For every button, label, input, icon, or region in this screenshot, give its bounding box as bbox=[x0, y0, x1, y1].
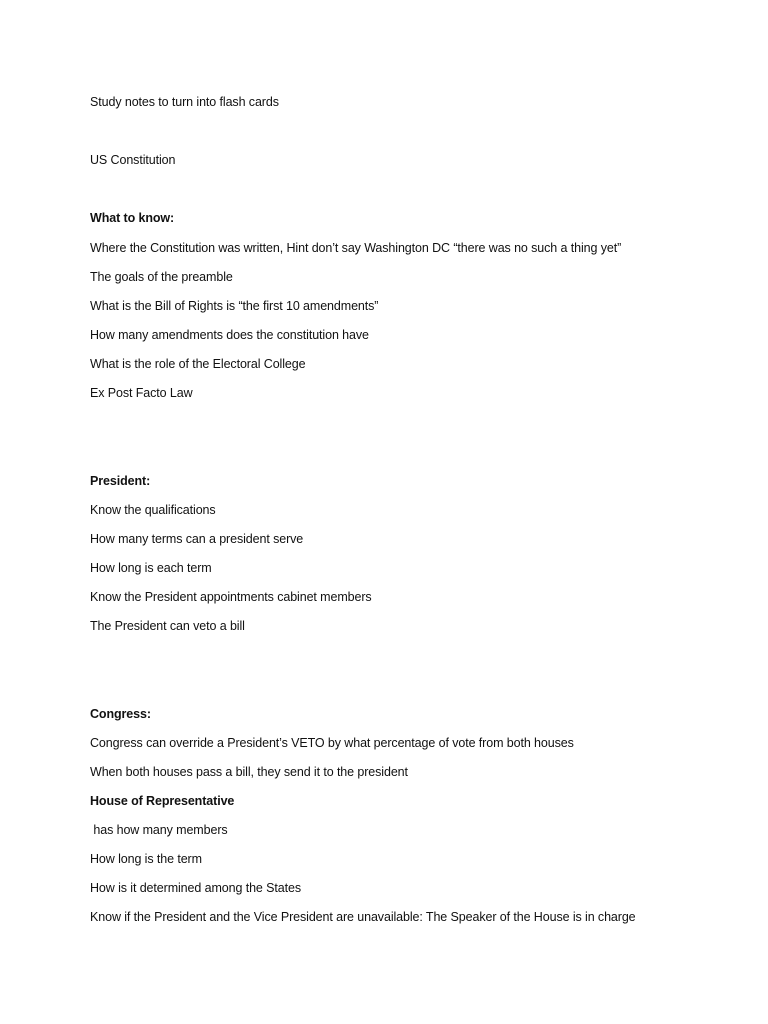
document-title: Study notes to turn into flash cards bbox=[90, 95, 279, 109]
list-item: Know if the President and the Vice President are unavailable: The Speaker of the House is in charge bbox=[90, 910, 636, 924]
list-item: How long is each term bbox=[90, 561, 212, 575]
list-item: Where the Constitution was written, Hint don’t say Washington DC “there was no such a thing yet” bbox=[90, 241, 622, 255]
list-item: What is the Bill of Rights is “the first 10 amendments” bbox=[90, 299, 379, 313]
list-item: How is it determined among the States bbox=[90, 881, 301, 895]
list-item: The goals of the preamble bbox=[90, 270, 233, 284]
list-item: Know the President appointments cabinet members bbox=[90, 590, 372, 604]
list-item: Congress can override a President’s VETO by what percentage of vote from both houses bbox=[90, 736, 574, 750]
list-item: What is the role of the Electoral College bbox=[90, 357, 306, 371]
congress-heading: Congress: bbox=[90, 707, 151, 721]
document-subject: US Constitution bbox=[90, 153, 176, 167]
list-item: When both houses pass a bill, they send it to the president bbox=[90, 765, 408, 779]
list-item: How many terms can a president serve bbox=[90, 532, 304, 546]
list-item: has how many members bbox=[90, 823, 228, 837]
list-item: How many amendments does the constitution have bbox=[90, 328, 369, 342]
list-item: Know the qualifications bbox=[90, 503, 216, 517]
list-item: Ex Post Facto Law bbox=[90, 386, 193, 400]
list-item: The President can veto a bill bbox=[90, 619, 245, 633]
president-heading: President: bbox=[90, 474, 151, 488]
house-heading: House of Representative bbox=[90, 794, 235, 808]
list-item: How long is the term bbox=[90, 852, 202, 866]
what-to-know-heading: What to know: bbox=[90, 211, 175, 225]
